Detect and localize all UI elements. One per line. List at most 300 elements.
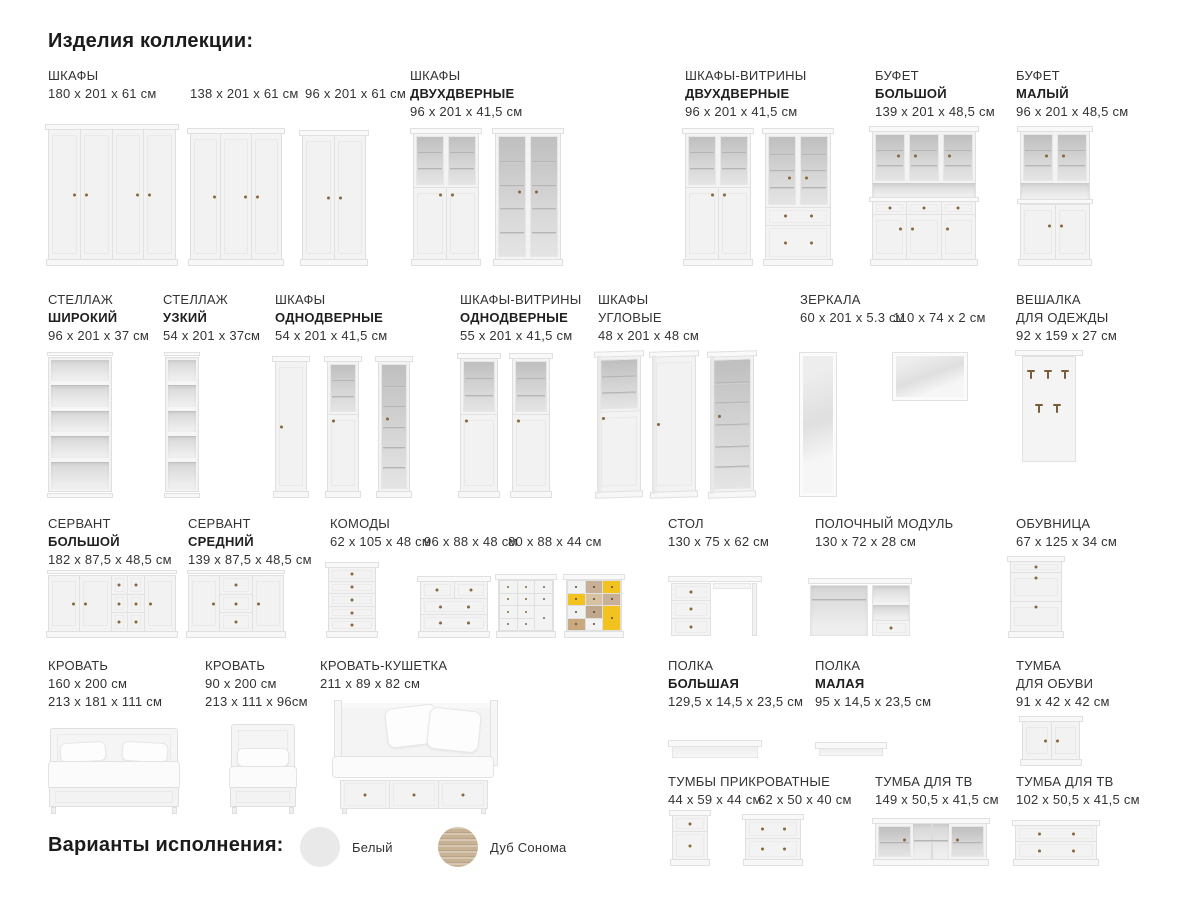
knob (810, 215, 813, 218)
group-name: СЕРВАНТ (188, 516, 251, 531)
door (79, 576, 110, 631)
group-dims: 130 x 72 x 28 см (815, 534, 917, 549)
hook-icon (1044, 370, 1052, 381)
knob (118, 583, 121, 586)
knob (413, 793, 416, 796)
knob (1045, 154, 1048, 157)
group-dims: 96 x 88 x 48 см (424, 534, 518, 549)
knob (327, 196, 330, 199)
glass-door (1023, 134, 1053, 181)
open-shelf (51, 436, 109, 458)
multi-drawer-chest-image (498, 574, 554, 638)
knob (784, 215, 787, 218)
drawer (673, 816, 707, 831)
glass-door (875, 134, 905, 181)
group-name: ОДНОДВЕРНЫЕ (460, 310, 569, 325)
group-name: ТУМБА (1016, 658, 1062, 673)
drawer (535, 594, 552, 606)
glass-door (600, 358, 638, 409)
knob (148, 193, 151, 196)
knob (1035, 576, 1038, 579)
door (334, 136, 366, 259)
knob (689, 844, 692, 847)
knob (84, 602, 87, 605)
wall-shelf-large-image (668, 740, 762, 758)
open-shelf (913, 824, 949, 859)
open-shelf (51, 385, 109, 407)
knob (783, 827, 786, 830)
drawer (672, 618, 710, 635)
multi-drawer-chest-color-image (566, 574, 622, 638)
group-dims: 48 x 201 x 48 см (598, 328, 700, 343)
group-name: ЗЕРКАЛА (800, 292, 861, 307)
knob (134, 621, 137, 624)
open-shelf (1021, 183, 1089, 200)
group-name: ШКАФЫ (410, 68, 461, 83)
drawer (220, 576, 252, 594)
open-shelf (168, 462, 196, 489)
knob (525, 623, 527, 625)
door (143, 130, 175, 259)
door (414, 188, 446, 260)
open-shelf (873, 183, 975, 197)
knob (593, 611, 595, 613)
group-name: КОМОДЫ (330, 516, 391, 531)
knob (212, 602, 215, 605)
glass-door (720, 136, 748, 185)
knob (911, 227, 914, 230)
knob (351, 598, 354, 601)
variants-title: Варианты исполнения: (48, 834, 284, 856)
one-door-vitrine-image (460, 353, 498, 498)
group-dims: 182 x 87,5 x 48,5 см (48, 552, 172, 567)
door (686, 188, 718, 260)
knob (897, 154, 900, 157)
door (253, 576, 283, 631)
group-dims: 55 x 201 x 41,5 см (460, 328, 573, 343)
knob (386, 418, 389, 421)
door (49, 130, 80, 259)
door (1011, 573, 1061, 601)
drawer (873, 620, 909, 635)
single-bed-image (228, 724, 298, 814)
drawer (518, 594, 535, 606)
drawer (941, 202, 975, 215)
sideboard-medium-image (188, 570, 284, 638)
knob (593, 586, 595, 588)
door (251, 134, 281, 259)
drawer (603, 594, 620, 606)
tv-stand-large-image (875, 818, 987, 866)
knob (690, 625, 693, 628)
door (873, 215, 906, 259)
drawer (220, 595, 252, 613)
group-name: БОЛЬШОЙ (875, 86, 947, 101)
desk-image (668, 576, 762, 638)
open-shelf (168, 436, 196, 458)
knob (761, 827, 764, 830)
daybed-image (330, 700, 502, 814)
knob (1072, 849, 1075, 852)
group-dims: 96 x 201 x 41,5 см (410, 104, 523, 119)
shelf-module-image (808, 578, 912, 638)
group-dims: 54 x 201 x 37см (163, 328, 261, 343)
door (1023, 722, 1051, 759)
drawer (329, 582, 375, 594)
open-shelf (168, 411, 196, 433)
drawer (329, 568, 375, 581)
door (276, 362, 306, 491)
drawer (127, 576, 144, 594)
drawer (586, 606, 603, 618)
two-door-glass-cabinet-image (495, 128, 561, 266)
knob (525, 586, 527, 588)
knob (462, 793, 465, 796)
corner-wardrobe-image (652, 350, 696, 498)
group-name: ШКАФЫ (598, 292, 649, 307)
knob (439, 622, 442, 625)
door (1011, 602, 1061, 631)
variant-swatch-oak (438, 827, 478, 867)
chest-4-drawer-image (420, 576, 488, 638)
coat-rack-image (1018, 350, 1080, 462)
knob (784, 241, 787, 244)
door (598, 411, 640, 492)
variant-label-white: Белый (352, 840, 393, 855)
drawer (568, 619, 585, 631)
drawer (500, 606, 517, 618)
knob (602, 417, 605, 420)
buffet-large-image (872, 126, 976, 266)
group-dims: 60 x 201 x 5.3 см (800, 310, 905, 325)
nightstand-wide-image (745, 814, 801, 866)
knob (280, 425, 283, 428)
drawer (586, 581, 603, 593)
group-name: ПОЛОЧНЫЙ МОДУЛЬ (815, 516, 954, 531)
wardrobe-3-door-image (190, 128, 282, 266)
knob (575, 611, 577, 613)
drawer (389, 781, 438, 808)
corner-wardrobe-glass-image (597, 350, 641, 498)
knob (507, 598, 509, 600)
group-name: ШКАФЫ (48, 68, 99, 83)
drawer (766, 208, 830, 226)
group-dims: 139 x 201 x 48,5 см (875, 104, 995, 119)
drawer (672, 584, 710, 600)
drawer (673, 832, 707, 859)
hook-icon (1053, 404, 1061, 415)
drawer (421, 599, 487, 615)
knob (256, 195, 259, 198)
drawer (746, 820, 800, 838)
hook-icon (1061, 370, 1069, 381)
glass-door (909, 134, 939, 181)
knob (543, 586, 545, 588)
knob (467, 605, 470, 608)
knob (1072, 832, 1075, 835)
drawer (329, 594, 375, 606)
knob (543, 617, 545, 619)
knob (332, 419, 335, 422)
group-dims: 213 x 181 x 111 см (48, 694, 163, 709)
drawer (329, 619, 375, 631)
buffet-small-image (1020, 126, 1090, 266)
knob (467, 622, 470, 625)
group-dims: 91 x 42 x 42 см (1016, 694, 1110, 709)
group-dims: 213 x 111 x 96см (205, 694, 308, 709)
knob (257, 602, 260, 605)
knob (575, 598, 577, 600)
knob (235, 583, 238, 586)
knob (118, 621, 121, 624)
knob (922, 207, 925, 210)
knob (507, 623, 509, 625)
group-dims: 130 x 75 x 62 см (668, 534, 770, 549)
drawer (535, 606, 552, 630)
drawer (1011, 562, 1061, 572)
group-name: МАЛЫЙ (1016, 86, 1069, 101)
drawer (112, 576, 128, 594)
hook-icon (1027, 370, 1035, 381)
door (49, 576, 79, 631)
group-dims: 62 x 105 x 48 см (330, 534, 432, 549)
group-dims: 54 x 201 x 41,5 см (275, 328, 388, 343)
door (145, 576, 175, 631)
door (112, 130, 144, 259)
drawer (672, 600, 710, 617)
group-name: КРОВАТЬ (48, 658, 109, 673)
knob (1060, 224, 1063, 227)
knob (1044, 739, 1047, 742)
shoe-cabinet-image (1010, 556, 1062, 638)
knob (351, 573, 354, 576)
group-dims: 129,5 x 14,5 x 23,5 см (668, 694, 804, 709)
open-shelf (168, 360, 196, 381)
knob (611, 586, 613, 588)
drawer (341, 781, 389, 808)
drawer (500, 619, 517, 631)
knob (134, 602, 137, 605)
group-name: ШИРОКИЙ (48, 310, 118, 325)
open-shelf (810, 585, 868, 636)
glass-door (463, 361, 495, 412)
group-dims: 160 x 200 см (48, 676, 128, 691)
knob (1056, 739, 1059, 742)
glass-door (330, 364, 356, 412)
drawer (329, 607, 375, 619)
glass-door (381, 364, 407, 489)
knob (903, 839, 906, 842)
group-name: ВЕШАЛКА (1016, 292, 1081, 307)
knob (535, 190, 538, 193)
knob (235, 621, 238, 624)
group-dims: 67 x 125 x 34 см (1016, 534, 1118, 549)
knob (593, 623, 595, 625)
knob (73, 193, 76, 196)
knob (1038, 832, 1041, 835)
knob (72, 602, 75, 605)
knob (611, 598, 613, 600)
drawer (1016, 842, 1096, 859)
knob (1038, 849, 1041, 852)
group-name: ТУМБЫ ПРИКРОВАТНЫЕ (668, 774, 831, 789)
glass-door (951, 826, 984, 857)
knob (136, 193, 139, 196)
knob (956, 839, 959, 842)
glass-door (800, 136, 828, 205)
group-name: ТУМБА ДЛЯ ТВ (875, 774, 973, 789)
knob (451, 193, 454, 196)
door (1051, 722, 1080, 759)
drawer (127, 613, 144, 631)
group-dims: 44 x 59 x 44 см (668, 792, 762, 807)
knob (134, 583, 137, 586)
drawer (586, 619, 603, 631)
group-dims: 149 x 50,5 x 41,5 см (875, 792, 999, 807)
wardrobe-2-door-image (302, 130, 366, 266)
group-dims: 90 x 200 см (205, 676, 277, 691)
knob (525, 611, 527, 613)
group-name: СТЕЛЛАЖ (48, 292, 114, 307)
corner-vitrine-image (710, 350, 754, 498)
glass-door (688, 136, 716, 185)
knob (213, 195, 216, 198)
knob (439, 605, 442, 608)
group-dims: 80 x 88 x 44 см (508, 534, 602, 549)
drawer (603, 581, 620, 593)
glass-door (878, 826, 911, 857)
knob (690, 608, 693, 611)
group-dims: 180 x 201 x 61 см (48, 86, 157, 101)
group-dims: 138 x 201 x 61 см (190, 86, 299, 101)
knob (899, 227, 902, 230)
knob (351, 611, 354, 614)
glass-door (530, 136, 558, 257)
knob (436, 588, 439, 591)
glass-door (943, 134, 973, 181)
drawer (127, 595, 144, 613)
page-title: Изделия коллекции: (48, 30, 254, 52)
knob (149, 602, 152, 605)
shelving-narrow-image (165, 352, 199, 498)
drawer (500, 594, 517, 606)
drawer (1016, 826, 1096, 841)
drawer (421, 582, 454, 598)
knob (543, 598, 545, 600)
knob (465, 420, 468, 423)
knob (439, 193, 442, 196)
drawer (518, 619, 535, 631)
knob (575, 586, 577, 588)
door (941, 215, 975, 259)
group-dims: 96 x 201 x 61 см (305, 86, 407, 101)
group-name: УЗКИЙ (163, 310, 208, 325)
knob (788, 177, 791, 180)
open-shelf (51, 411, 109, 433)
glass-door (416, 136, 444, 185)
glass-door (448, 136, 476, 185)
door (220, 134, 250, 259)
drawer (906, 202, 940, 215)
tv-stand-small-image (1015, 820, 1097, 866)
drawer (873, 202, 906, 215)
knob (351, 624, 354, 627)
variant-label-oak: Дуб Сонома (490, 840, 567, 855)
mirror-tall-image (800, 353, 836, 496)
knob (244, 195, 247, 198)
knob (525, 598, 527, 600)
drawer (421, 615, 487, 631)
group-name: ДВУХДВЕРНЫЕ (685, 86, 790, 101)
knob (657, 423, 660, 426)
door (653, 356, 695, 491)
glass-door (713, 358, 751, 489)
knob (1048, 224, 1051, 227)
two-door-vitrine-image (685, 128, 751, 266)
mirror-surface (800, 353, 836, 496)
drawer (518, 606, 535, 618)
knob (339, 196, 342, 199)
mirror-horizontal-image (893, 353, 967, 400)
knob (783, 847, 786, 850)
knob (1035, 605, 1038, 608)
knob (689, 822, 692, 825)
two-door-vitrine-drawers-image (765, 128, 831, 266)
chest-5-drawer-image (328, 562, 376, 638)
door (906, 215, 940, 259)
open-shelf (168, 385, 196, 407)
knob (914, 154, 917, 157)
group-name: ШКАФЫ-ВИТРИНЫ (460, 292, 582, 307)
nightstand-small-image (672, 810, 708, 866)
group-name: БУФЕТ (1016, 68, 1060, 83)
drawer (568, 594, 585, 606)
group-name: ОБУВНИЦА (1016, 516, 1091, 531)
drawer (438, 781, 487, 808)
knob (711, 193, 714, 196)
group-name: ДЛЯ ОДЕЖДЫ (1016, 310, 1109, 325)
knob (948, 154, 951, 157)
group-dims: 102 x 50,5 x 41,5 см (1016, 792, 1140, 807)
group-name: СЕРВАНТ (48, 516, 111, 531)
knob (235, 602, 238, 605)
one-door-glass-cabinet-image (378, 356, 410, 498)
door (1021, 205, 1055, 259)
drawer (766, 226, 830, 259)
door (189, 576, 219, 631)
door (80, 130, 112, 259)
knob (723, 193, 726, 196)
door (303, 136, 334, 259)
knob (1035, 566, 1038, 569)
group-name: КРОВАТЬ-КУШЕТКА (320, 658, 448, 673)
group-name: КРОВАТЬ (205, 658, 266, 673)
wall-shelf-small-image (815, 742, 887, 756)
knob (575, 623, 577, 625)
wardrobe-4-door-image (48, 124, 176, 266)
group-name: ТУМБА ДЛЯ ТВ (1016, 774, 1114, 789)
drawer (746, 839, 800, 859)
shelving-wide-image (48, 352, 112, 498)
group-name: ШКАФЫ-ВИТРИНЫ (685, 68, 807, 83)
mirror-surface (893, 353, 967, 400)
group-dims: 110 x 74 x 2 см (893, 310, 986, 325)
group-name: СТОЛ (668, 516, 704, 531)
open-shelf (51, 360, 109, 381)
knob (957, 207, 960, 210)
door (513, 415, 549, 491)
double-bed-image (48, 728, 180, 814)
